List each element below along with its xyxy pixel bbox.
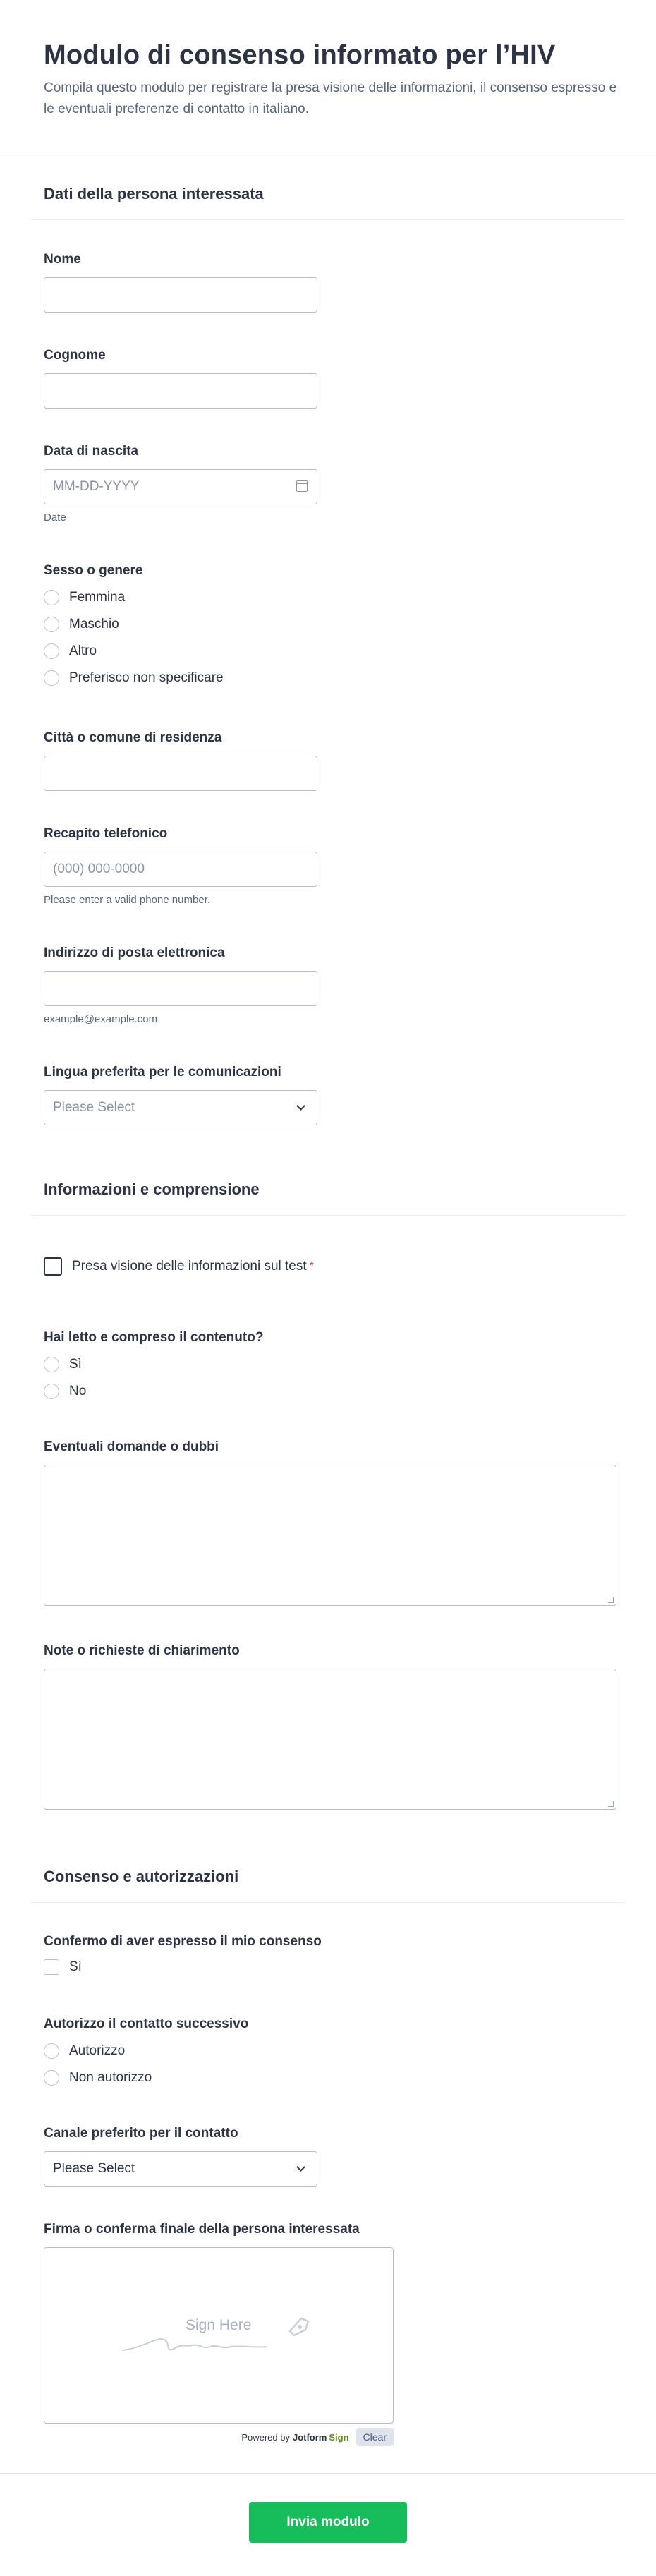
- field-label: Nome: [44, 252, 81, 267]
- cognome-input[interactable]: [44, 373, 317, 409]
- field-label: Data di nascita: [44, 444, 139, 459]
- section-title: Consenso e autorizzazioni: [44, 1868, 239, 1885]
- option-label: No: [69, 1384, 87, 1398]
- phone-input[interactable]: [44, 852, 317, 887]
- field-confirm: [44, 1934, 322, 1981]
- option-label: Sì: [69, 1959, 82, 1974]
- radio-button[interactable]: [44, 590, 59, 605]
- section-title: Informazioni e comprensione: [44, 1180, 260, 1198]
- radio-button[interactable]: [44, 643, 59, 659]
- confirm-checkbox-row[interactable]: [44, 1954, 322, 1981]
- option-label: Maschio: [69, 617, 119, 631]
- channel-select[interactable]: [44, 2151, 317, 2187]
- radio-option[interactable]: [44, 611, 224, 638]
- radio-option[interactable]: [44, 1351, 263, 1378]
- field-ack: [44, 1253, 314, 1280]
- birth-date-sublabel: Date: [44, 512, 66, 524]
- field-cognome: [44, 348, 317, 409]
- form-title: Modulo di consenso informato per l’HIV: [44, 40, 556, 70]
- field-label: Firma o conferma finale della persona interessata: [44, 2222, 360, 2237]
- field-gender: [44, 563, 224, 691]
- radio-button[interactable]: [44, 2070, 59, 2086]
- option-label: Autorizzo: [69, 2043, 126, 2058]
- field-nome: [44, 252, 317, 313]
- option-label: Femmina: [69, 590, 126, 605]
- radio-option[interactable]: [44, 2064, 248, 2091]
- field-notes: [44, 1643, 616, 1810]
- pen-icon: [284, 2311, 312, 2340]
- radio-button[interactable]: [44, 2043, 59, 2059]
- signature-footer: [44, 2428, 394, 2446]
- field-channel: [44, 2126, 317, 2187]
- brand-jotform: Jotform: [292, 2431, 327, 2443]
- radio-button[interactable]: [44, 670, 59, 686]
- form-footer: [0, 2473, 656, 2576]
- field-label: Hai letto e compreso il contenuto?: [44, 1330, 264, 1345]
- option-label: Sì: [69, 1357, 82, 1372]
- email-input[interactable]: [44, 971, 317, 1006]
- select-placeholder: Please Select: [53, 1100, 135, 1115]
- date-field: [44, 469, 317, 504]
- field-label: Lingua preferita per le comunicazioni: [44, 1065, 281, 1080]
- radio-option[interactable]: [44, 665, 224, 691]
- birth-date-input[interactable]: [44, 469, 317, 504]
- field-signature: [44, 2222, 394, 2446]
- field-label: Cognome: [44, 348, 106, 363]
- submit-button[interactable]: Invia modulo: [249, 2502, 407, 2543]
- field-label: Eventuali domande o dubbi: [44, 1439, 219, 1454]
- field-label: Indirizzo di posta elettronica: [44, 945, 225, 960]
- field-label: Recapito telefonico: [44, 826, 168, 841]
- field-questions: [44, 1439, 616, 1606]
- field-label: Canale preferito per il contatto: [44, 2126, 238, 2141]
- chevron-down-icon: [296, 2163, 305, 2172]
- field-birth-date: [44, 444, 317, 524]
- field-label: Note o richieste di chiarimento: [44, 1643, 240, 1658]
- required-asterisk: *: [309, 1260, 314, 1272]
- section-personal: [31, 185, 625, 220]
- option-label: Non autorizzo: [69, 2070, 152, 2085]
- radio-option[interactable]: [44, 584, 224, 611]
- sign-here-placeholder: Sign Here: [186, 2317, 252, 2333]
- confirm-checkbox[interactable]: [44, 1959, 59, 1975]
- field-label: Città o comune di residenza: [44, 730, 222, 745]
- understood-options: [44, 1351, 263, 1405]
- clear-signature-button[interactable]: Clear: [356, 2428, 394, 2446]
- field-label: Confermo di aver espresso il mio consenso: [44, 1934, 322, 1949]
- calendar-icon[interactable]: [296, 480, 308, 492]
- resize-handle[interactable]: [608, 1597, 614, 1603]
- field-phone: [44, 826, 317, 906]
- ack-label: Presa visione delle informazioni sul test: [72, 1259, 307, 1274]
- notes-textarea[interactable]: [44, 1669, 616, 1810]
- radio-option[interactable]: [44, 2038, 248, 2064]
- radio-button[interactable]: [44, 617, 59, 632]
- radio-option[interactable]: [44, 1378, 263, 1405]
- field-label: Sesso o genere: [44, 563, 143, 578]
- phone-sublabel: Please enter a valid phone number.: [44, 894, 210, 906]
- questions-textarea[interactable]: [44, 1465, 616, 1606]
- radio-button[interactable]: [44, 1357, 59, 1372]
- field-email: [44, 945, 317, 1025]
- email-sublabel: example@example.com: [44, 1013, 158, 1025]
- option-label: Altro: [69, 643, 97, 658]
- nome-input[interactable]: [44, 277, 317, 313]
- select-value: Please Select: [53, 2161, 135, 2176]
- brand-sign: Sign: [329, 2431, 349, 2443]
- form-header: [0, 0, 656, 155]
- option-label: Preferisco non specificare: [69, 670, 224, 685]
- field-city: [44, 730, 317, 791]
- ack-checkbox[interactable]: [44, 1257, 62, 1276]
- language-select[interactable]: [44, 1090, 317, 1125]
- form-subtitle: Compila questo modulo per registrare la presa visione delle informazioni, il consenso espresso e le eventuali preferenze di contatto in italiano.: [44, 80, 617, 116]
- radio-button[interactable]: [44, 1384, 59, 1399]
- field-label: Autorizzo il contatto successivo: [44, 2016, 249, 2031]
- authorize-options: [44, 2038, 248, 2091]
- radio-option[interactable]: [44, 638, 224, 665]
- resize-handle[interactable]: [608, 1801, 614, 1807]
- section-info: [31, 1180, 625, 1216]
- chevron-down-icon: [296, 1101, 305, 1111]
- powered-by-text: Powered by: [241, 2431, 290, 2443]
- field-language: [44, 1065, 317, 1125]
- section-consent: [31, 1868, 625, 1903]
- gender-options: [44, 584, 224, 691]
- field-authorize: [44, 2016, 248, 2091]
- section-title: Dati della persona interessata: [44, 185, 264, 202]
- ack-checkbox-row[interactable]: [44, 1253, 314, 1280]
- field-understood: [44, 1330, 263, 1405]
- city-input[interactable]: [44, 756, 317, 791]
- signature-pad[interactable]: [44, 2247, 394, 2424]
